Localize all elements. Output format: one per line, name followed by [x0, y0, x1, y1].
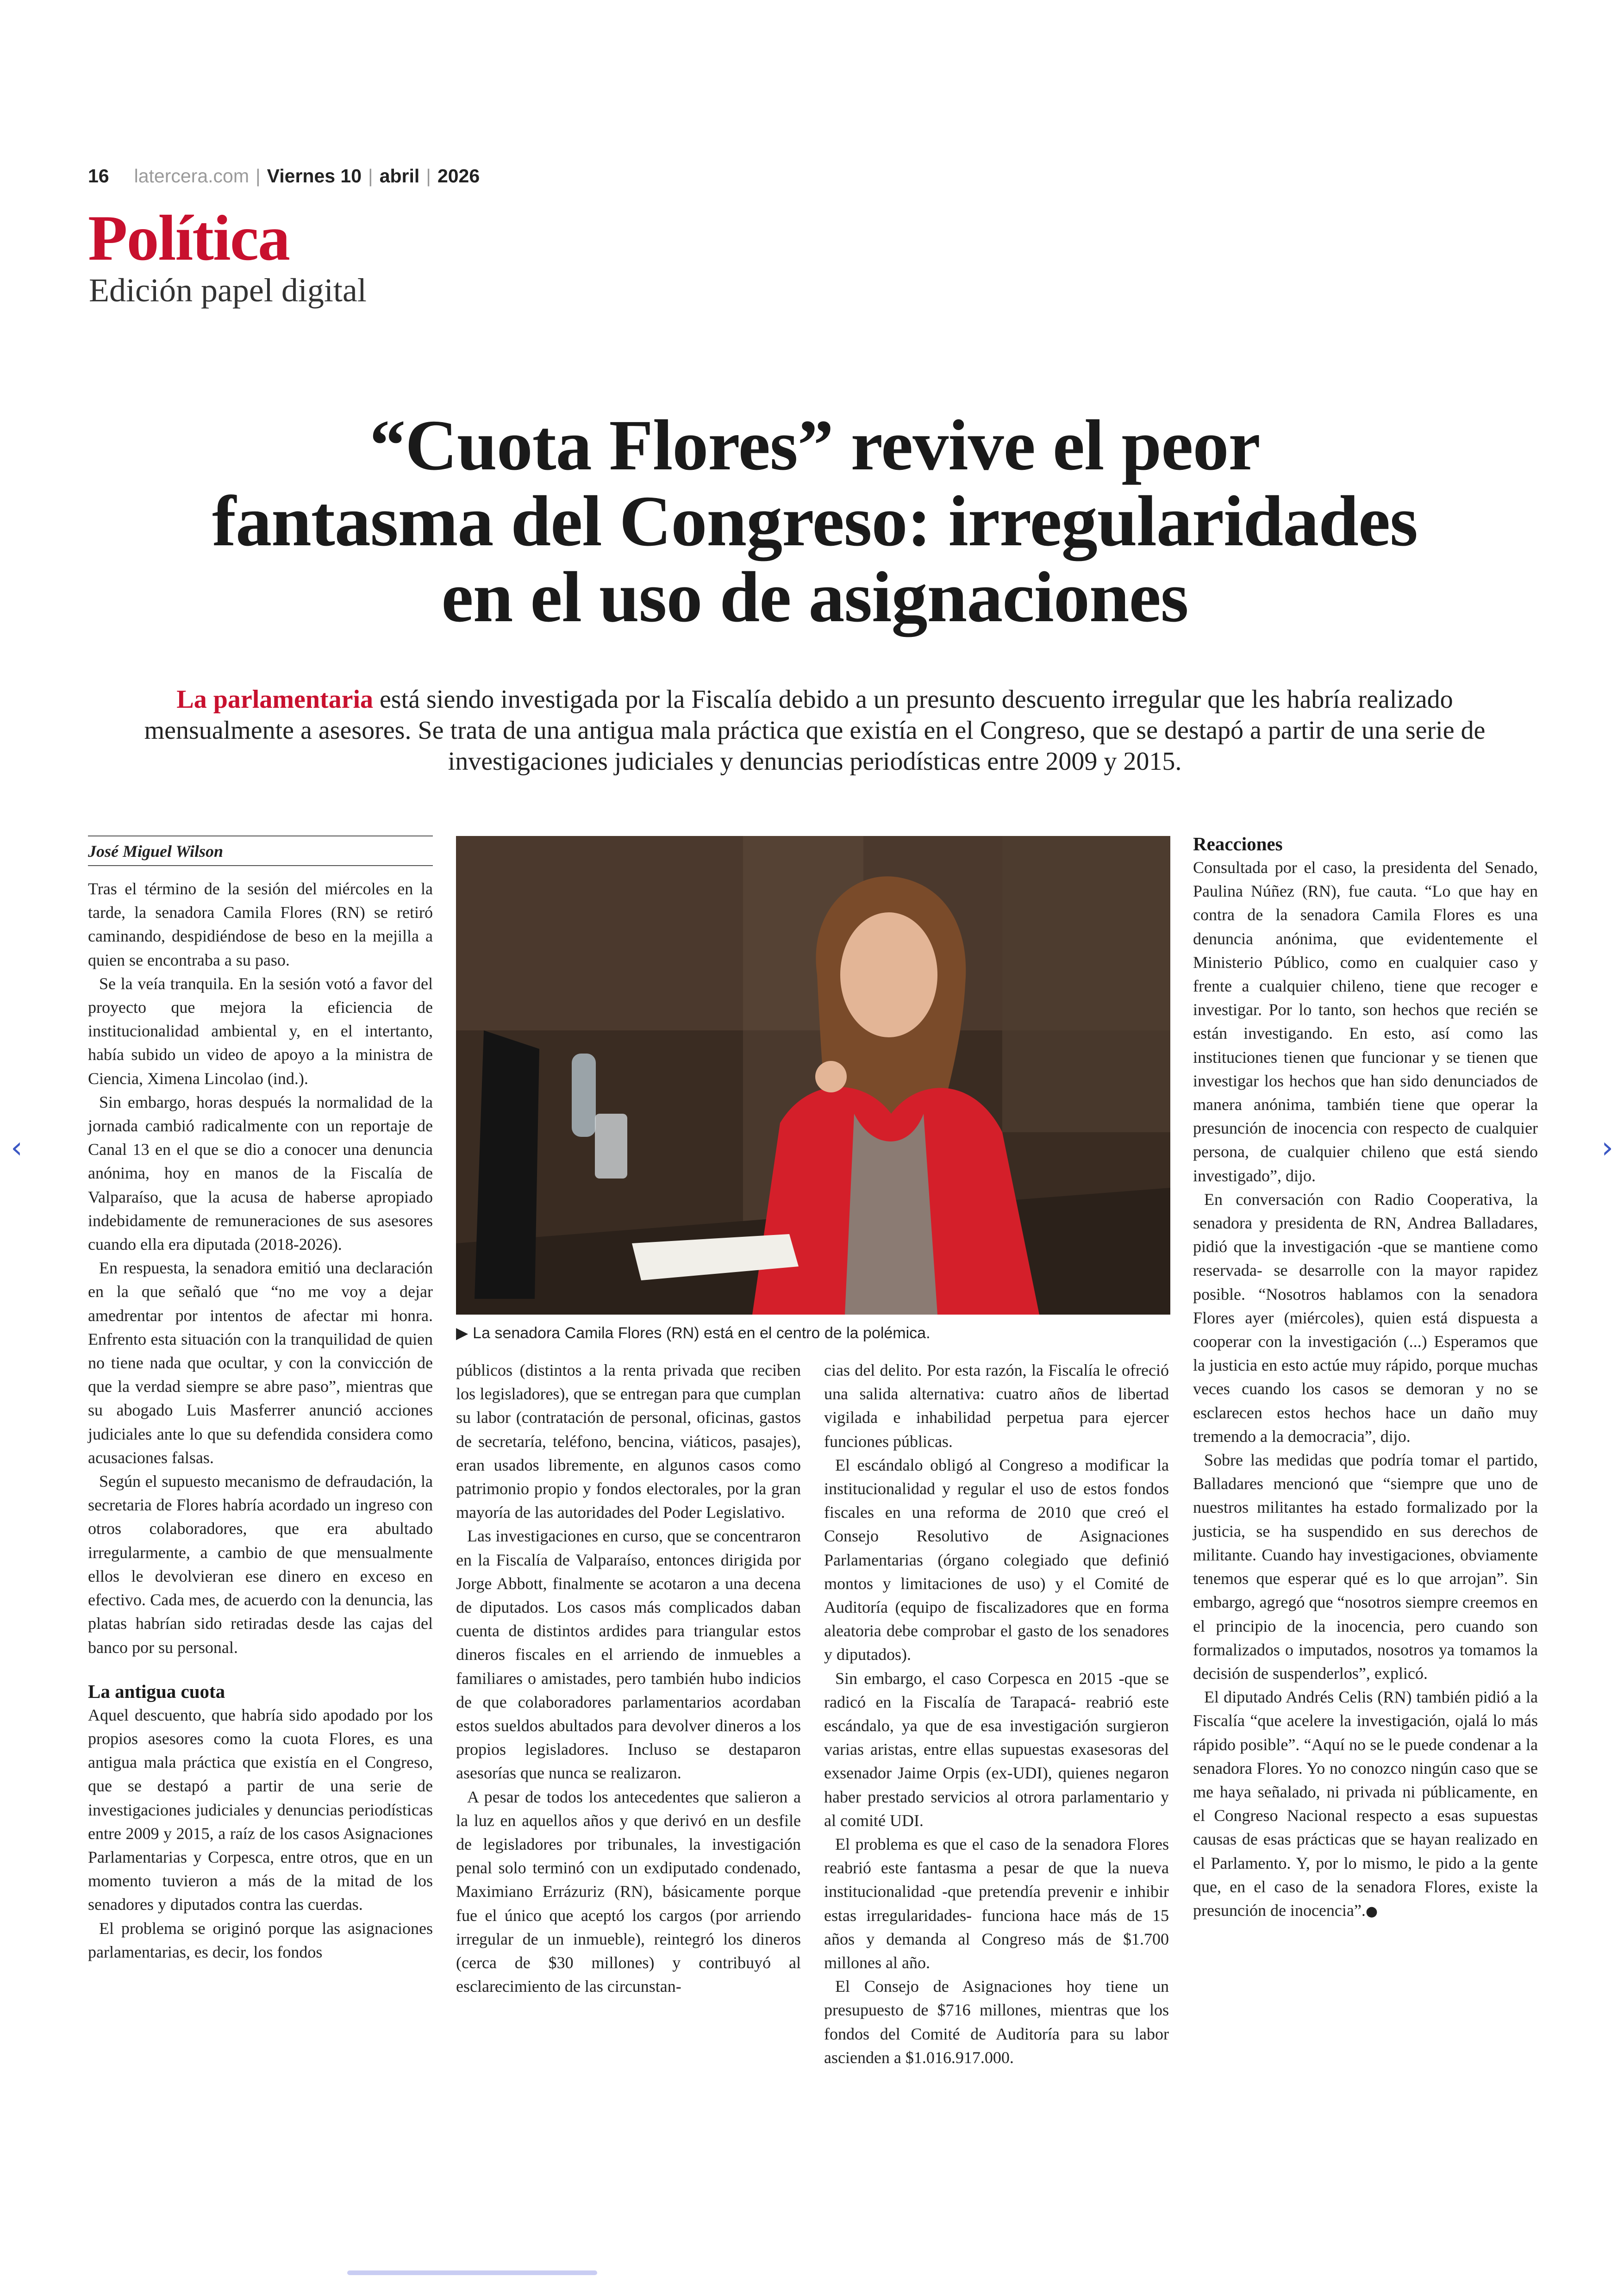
end-mark-icon: ● [1365, 1903, 1378, 1920]
paragraph: Según el supuesto mecanismo de defraudación, la secretaria de Flores habría acordado un ingreso con otros colaboradores, que era abultado irregularmente, a cambio de que mensualmente ellos le devolvieran ese dinero en exceso en efectivo. Cada mes, de acuerdo con la denuncia, las platas habrían sido retiradas desde las cajas del banco por su personal. [88, 1472, 433, 1657]
chevron-right-icon: › [1601, 1131, 1613, 1165]
paragraph: El problema se originó porque las asignaciones parlamentarias, es decir, los fondos [88, 1919, 433, 1961]
paragraph: Consultada por el caso, la presidenta del Senado, Paulina Núñez (RN), fue cauta. “Lo que hay en contra de la senadora Camila Flores es una denuncia anónima, que evidentemente el Ministerio Público, como en cualquier caso y frente a cualquier chileno, tiene que recoger e investigar. Por lo tanto, son hechos que recién se están investigando. En esto, así como las instituciones tienen que funcionar y se tienen que investigar los hechos que han sido denunciados de manera anónima, también tiene que operar la presunción de inocencia con respecto de cualquier persona, de cualquier chileno que está siendo investigado”, dijo. [1193, 858, 1538, 1185]
chevron-left-icon: ‹ [11, 1131, 23, 1165]
issue-day: Viernes 10 [267, 165, 362, 187]
paragraph: El Consejo de Asignaciones hoy tiene un presupuesto de $716 millones, mientras que los fondos del Comité de Auditoría para su labor ascienden a $1.016.917.000. [824, 1977, 1169, 2067]
paragraph: Tras el término de la sesión del miércoles en la tarde, la senadora Camila Flores (RN) se retiró caminando, despidiéndose de beso en la mejilla a quien se encontraba a su paso. [88, 879, 433, 969]
folio-separator: | [426, 165, 431, 187]
issue-month: abril [379, 165, 420, 187]
paragraph: Las investigaciones en curso, que se concentraron en la Fiscalía de Valparaíso, entonces dirigida por Jorge Abbott, finalmente se acotaron a una decena de diputados. Los casos más complicados daban cuenta de distintos ardides para triangular estos dineros fiscales en el arriendo de inmuebles a familiares o amistades, pero también hubo indicios de que colaboradores parlamentarios acordaban estos sueldos abultados para devolver dineros a los propios legisladores. Incluso se destaparon asesorías que nunca se realizaron. [456, 1527, 801, 1783]
paragraph: Sobre las medidas que podría tomar el partido, Balladares mencionó que “siempre que uno de nuestros militantes ha estado formalizado por la justicia, se ha suspendido en sus derechos de militante. Cuando hay investigaciones, obviamente tenemos que esperar qué es lo que arrojan”. Sin embargo, agregó que “nosotros siempre creemos en el principio de la inocencia, pero cuando son formalizados o imputados, nosotros ya tomamos la decisión de suspenderlos”, explicó. [1193, 1451, 1538, 1683]
headline-line: en el uso de asignaciones [441, 557, 1188, 637]
article-column-4 [1193, 832, 1538, 2133]
byline: José Miguel Wilson [88, 836, 433, 866]
paragraph: El escándalo obligó al Congreso a modificar la institucionalidad y regular el uso de estos fondos fiscales en una reforma de 2010 que creó el Consejo Resolutivo de Asignaciones Parlamentarias (órgano colegiado que definió montos y limitaciones de uso) y el Comité de Auditoría (equipo de fiscalizadores que en forma aleatoria debe comprobar el gasto de los senadores y diputados). [824, 1455, 1169, 1664]
paragraph [1193, 1685, 1538, 1923]
headline-line: “Cuota Flores” revive el peor [369, 405, 1260, 485]
next-page-button[interactable] [1593, 1129, 1621, 1166]
section-subtitle: Edición papel digital [89, 272, 367, 309]
deck-lead: La parlamentaria [176, 685, 374, 714]
paragraph: Aquel descuento, que habría sido apodado por los propios asesores como la cuota Flores, es una antigua mala práctica que existía en el Congreso, que se destapó a partir de una serie de investigaciones judiciales y denuncias periodísticas entre 2009 y 2015, a raíz de los casos Asignaciones Parlamentarias y Corpesca, entre otros, que en un momento tuvieron a más de la mitad de los senadores y diputados contra las cuerdas. [88, 1705, 433, 1914]
paragraph: En conversación con Radio Cooperativa, la senadora y presidenta de RN, Andrea Balladares, pidió que la investigación -que se mantiene como reservada- se desarrolle con la mayor rapidez posible. “Nosotros hablamos con la senadora Flores ayer (miércoles), quien está dispuesta a cooperar con la investigación (...) Esperamos que la justicia en esto actúe muy rápido, porque muchas veces cuando los casos se demoran y no se esclarecen estos hechos hace un daño muy tremendo a la democracia”, dijo. [1193, 1190, 1538, 1446]
issue-year: 2026 [437, 165, 480, 187]
deck [116, 684, 1514, 777]
paragraph: cias del delito. Por esta razón, la Fiscalía le ofreció una salida alternativa: cuatro años de libertad vigilada e inhabilidad perpetua para ejercer funciones públicas. [824, 1361, 1169, 1451]
subheading: La antigua cuota [88, 1680, 225, 1702]
folio [88, 162, 480, 190]
paragraph-text: El diputado Andrés Celis (RN) también pidió a la Fiscalía “que acelere la investigación, ojalá lo más rápido posible”. “Aquí no se le puede condenar a la senadora Flores. Yo no conozco ningún caso que se me haya señalado, ni privada ni públicamente, en el Congreso Nacional respecto a esas supuestas causas de esas prácticas que se hayan realizado en el Parlamento. Y, por lo mismo, le pido a la gente que, en el caso de la senadora Flores, existe la presunción de inocencia”. [1193, 1688, 1538, 1920]
site-name: latercera.com [134, 165, 249, 187]
article-column-2 [456, 1359, 801, 2132]
page-number: 16 [88, 165, 109, 187]
prev-page-button[interactable] [3, 1129, 31, 1166]
paragraph: Se la veía tranquila. En la sesión votó a favor del proyecto que mejora la eficiencia de institucionalidad ambiental y, en el intertanto, había subido un video de apoyo a la ministra de Ciencia, Ximena Lincolao (ind.). [88, 974, 433, 1088]
subheading: Reacciones [1193, 833, 1283, 854]
paragraph: A pesar de todos los antecedentes que salieron a la luz en aquellos años y que derivó en un desfile de legisladores por tribunales, la investigación penal solo terminó con un exdiputado condenado, Maximiano Errázuriz (RN), básicamente porque fue el único que aceptó los cargos (por arriendo irregular de un inmueble), reintegró los dineros (cerca de $30 millones) y contribuyó al esclarecimiento de las circunstan- [456, 1787, 801, 1996]
article-photo [456, 836, 1170, 1315]
folio-separator: | [255, 165, 261, 187]
headline [88, 407, 1542, 635]
caption-marker-icon: ▶ [456, 1324, 468, 1342]
article-column-1 [88, 877, 433, 2132]
paragraph: públicos (distintos a la renta privada que reciben los legisladores), que se entregan para que cumplan su labor (contratación de personal, oficinas, gastos de secretaría, teléfono, bencina, viáticos, pasajes), eran usados libremente, en algunos casos como patrimonio propio y fondos electorales, por la gran mayoría de las autoridades del Poder Legislativo. [456, 1361, 801, 1522]
paragraph: En respuesta, la senadora emitió una declaración en la que señaló que “no me voy a dejar amedrentar por intentos de afectar mi honra. Enfrento esta situación con la tranquilidad de quien no tiene nada que ocultar, y con la convicción de que la verdad siempre se abre paso”, mientras que su abogado Luis Masferrer anunció acciones judiciales ante lo que su defendida considera como acusaciones falsas. [88, 1259, 433, 1467]
paragraph: Sin embargo, horas después la normalidad de la jornada cambió radicalmente con un reportaje de Canal 13 en el que se dio a conocer una denuncia anónima, hoy en manos de la Fiscalía de Valparaíso, que la acusa de haberse apropiado indebidamente de remuneraciones de sus asesores cuando ella era diputada (2018-2026). [88, 1092, 433, 1254]
folio-separator: | [368, 165, 373, 187]
headline-line: fantasma del Congreso: irregularidades [212, 481, 1418, 561]
horizontal-scrollbar[interactable] [347, 2270, 597, 2275]
photo-caption [456, 1323, 1170, 1343]
paragraph: El problema es que el caso de la senadora Flores reabrió este fantasma a pesar de que la nueva institucionalidad -que pretendía prevenir e inhibir estas irregularidades- funciona hace más de 15 años y demanda al Congreso más de $1.700 millones al año. [824, 1835, 1169, 1972]
deck-text: está siendo investigada por la Fiscalía debido a un presunto descuento irregular que les habría realizado mensualmente a asesores. Se trata de una antigua mala práctica que existía en el Congreso, que se destapó a partir de una serie de investigaciones judiciales y denuncias periodísticas entre 2009 y 2015. [144, 685, 1486, 776]
section-title: Política [88, 202, 289, 274]
paragraph: Sin embargo, el caso Corpesca en 2015 -que se radicó en la Fiscalía de Tarapacá- reabrió este escándalo, ya que de esa investigación surgieron varias aristas, entre ellas supuestas exasesoras del exsenador Jaime Orpis (ex-UDI), quienes negaron haber prestado servicios al otrora parlamentario y al comité UDI. [824, 1669, 1169, 1830]
senator-photo-illustration [456, 836, 1170, 1315]
article-column-3 [824, 1359, 1169, 2132]
caption-text: La senadora Camila Flores (RN) está en el centro de la polémica. [473, 1324, 931, 1342]
newspaper-page [88, 0, 1542, 2295]
